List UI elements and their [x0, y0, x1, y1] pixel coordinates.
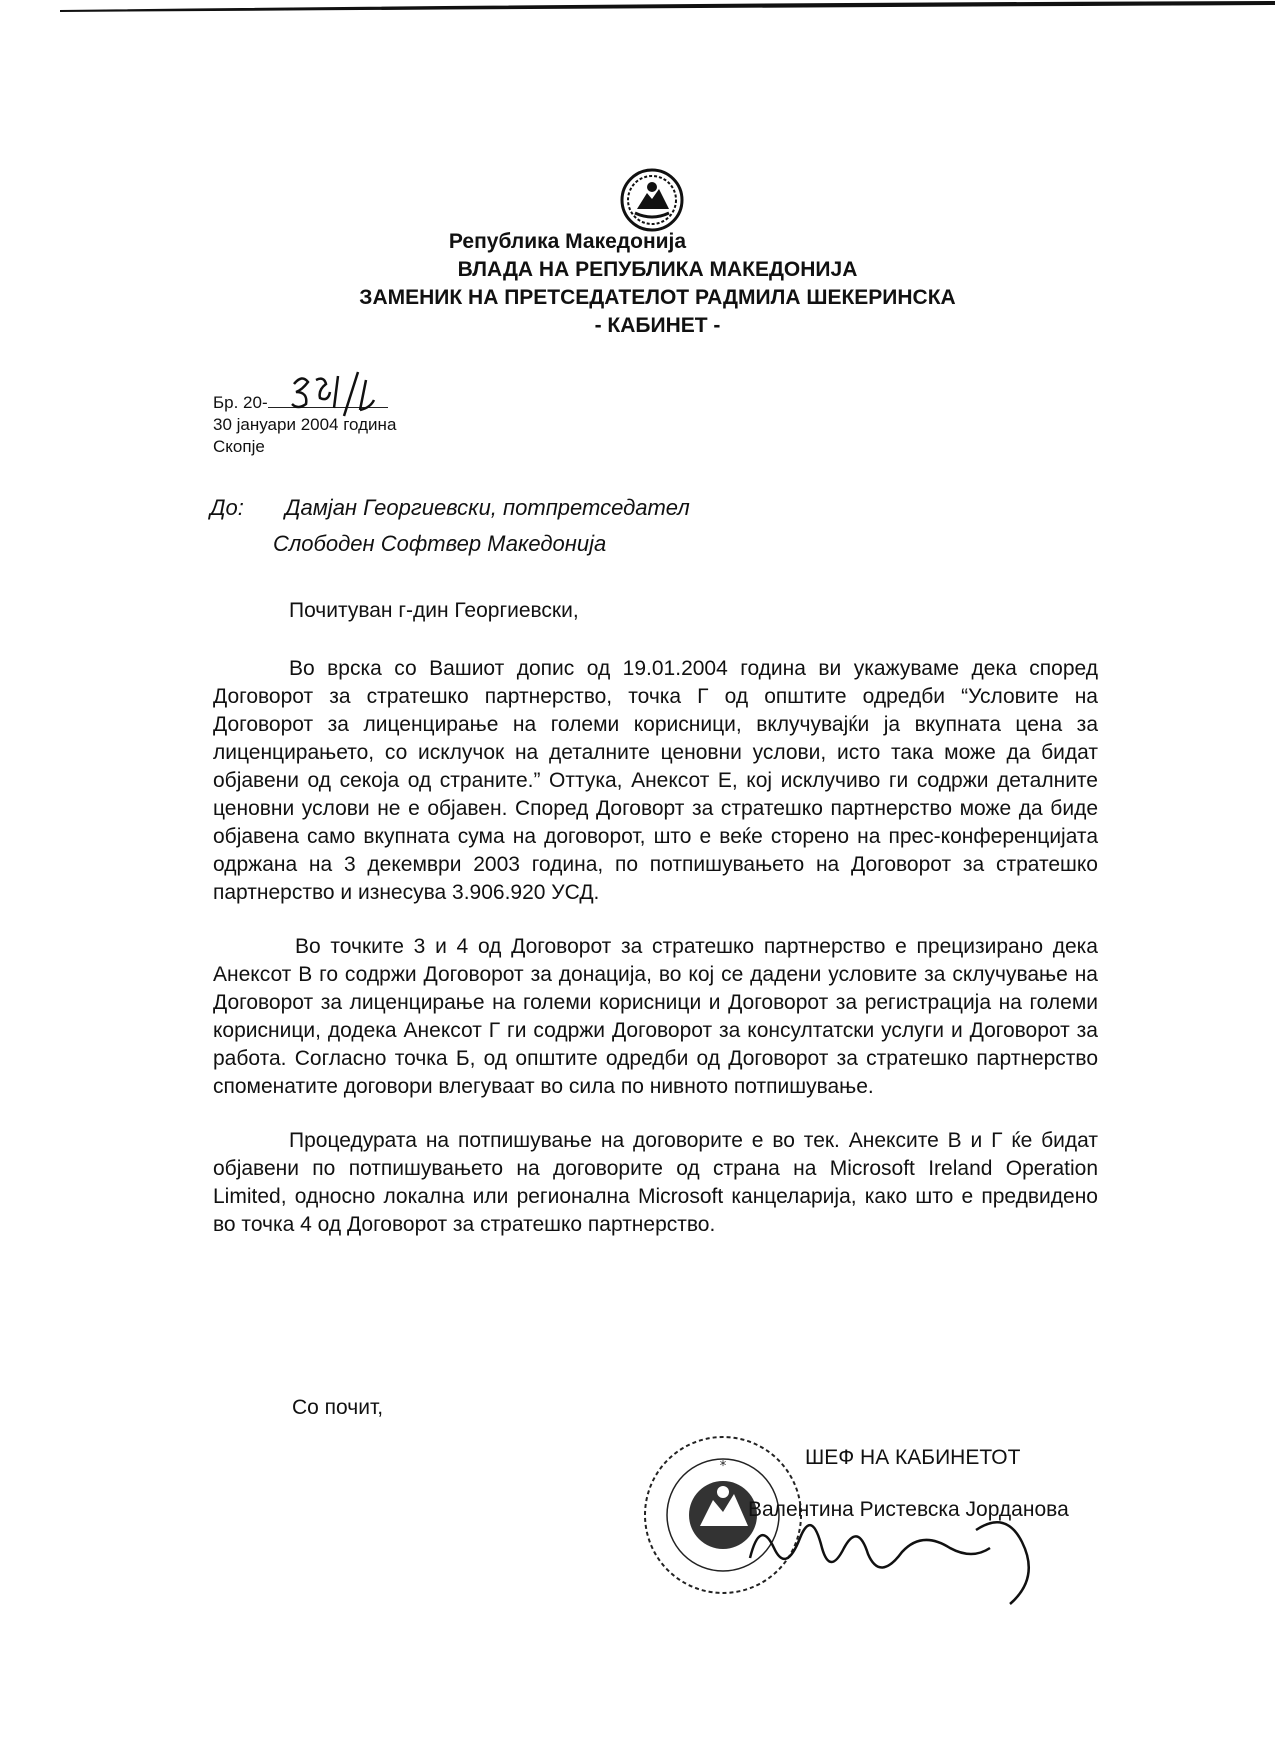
- reference-date: 30 јануари 2004 година: [213, 415, 397, 434]
- signatory-name: Валентина Ристевска Јорданова: [748, 1498, 1069, 1521]
- recipient-name: Дамјан Георгиевски, потпретседател: [285, 495, 690, 520]
- reference-number-prefix: Бр. 20-: [213, 393, 268, 412]
- scan-edge-bar: [60, 0, 1275, 14]
- recipient-organization: Слободен Софтвер Македонија: [273, 531, 607, 556]
- closing: Со почит,: [292, 1396, 384, 1419]
- signatory-title: ШЕФ НА КАБИНЕТОТ: [805, 1446, 1021, 1469]
- letter-body: [213, 597, 1098, 1265]
- paragraph-1: Во врска со Вашиот допис од 19.01.2004 година ви укажуваме дека според Договорот за стратешко партнерство, точка Г од општите одредби “Условите на Договорот за лиценцирање на големи корисници, вклучувајќи ја вкупната цена за лиценцирањето, со исклучок на деталните ценовни услови, исто така може да бидат објавени од секоја од страните.” Оттука, Анексот Е, кој исклучиво ги содржи деталните ценовни услови не е објавен. Според Договорт за стратешко партнерство може да биде објавена само вкупната сума на договорот, што е веќе сторено на прес-конференцијата одржана на 3 декември 2003 година, по потпишувањето на Договорот за стратешко партнерство и изнесува 3.906.920 УСД.: [213, 657, 1098, 904]
- letterhead-republic: Република Македонија: [448, 230, 687, 253]
- letterhead-government: ВЛАДА НА РЕПУБЛИКА МАКЕДОНИЈА: [457, 258, 858, 281]
- coat-of-arms-emblem-icon: [617, 165, 687, 235]
- handwritten-reference-number: [288, 370, 388, 420]
- svg-text:*: *: [719, 1459, 727, 1474]
- paragraph-3: Процедурата на потпишување на договорите е во тек. Анексите В и Г ќе бидат објавени по потпишувањето на договорите од страна на Microsoft Ireland Operation Limited, односно локална или регионална Microsoft канцеларија, како што е предвидено во точка 4 од Договорот за стратешко партнерство.: [213, 1129, 1098, 1236]
- letterhead-cabinet: - КАБИНЕТ -: [594, 314, 721, 337]
- salutation: Почитуван г-дин Георгиевски,: [289, 599, 579, 622]
- reference-place: Скопје: [213, 437, 265, 456]
- letterhead: [0, 228, 1275, 340]
- letterhead-deputy: ЗАМЕНИК НА ПРЕТСЕДАТЕЛОТ РАДМИЛА ШЕКЕРИНСКА: [359, 286, 956, 309]
- recipient-label: До:: [210, 495, 244, 520]
- handwritten-signature: [740, 1478, 1080, 1608]
- paragraph-2: Во точките 3 и 4 од Договорот за стратешко партнерство е прецизирано дека Анексот В го содржи Договорот за донација, во кој се дадени условите за склучување на Договорот за лиценцирање на големи корисници и Договорот за регистрација на големи корисници, додека Анексот Г ги содржи Договорот за консултатски услуги и Договорот за работа. Согласно точка Б, од општите одредби од Договорот за стратешко партнерство споменатите договори влегуваат во сила по нивното потпишување.: [213, 935, 1098, 1098]
